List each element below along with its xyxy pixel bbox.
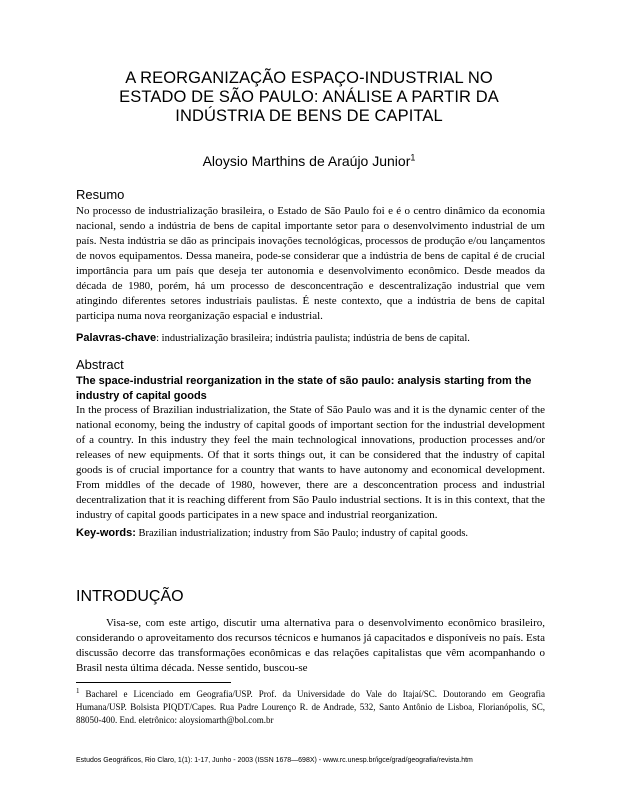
palavras-chave xyxy=(76,331,545,346)
author-footnote-mark: 1 xyxy=(410,152,416,163)
key-words xyxy=(76,526,545,541)
author-line xyxy=(60,153,558,170)
title-line-2: ESTADO DE SÃO PAULO: ANÁLISE A PARTIR DA xyxy=(119,88,499,106)
footnote-text: Bacharel e Licenciado em Geografia/USP. Prof. da Universidade do Vale do Itajaí/SC. Doutorando em Geografia Humana/USP. Bolsista PIQDT/Capes. Rua Padre Lourenço R. de Andrade, 532, Santo Antônio de Lisboa, Florianópolis, SC, 88050-400. End. eletrônico: aloysiomarth@bol.com.br xyxy=(76,689,545,725)
palavras-chave-text: : industrialização brasileira; indústria paulista; indústria de bens de capital. xyxy=(156,333,470,344)
title-line-3: INDÚSTRIA DE BENS DE CAPITAL xyxy=(175,107,443,125)
footnote-divider xyxy=(76,682,231,683)
abstract-title: The space-industrial reorganization in the state of são paulo: analysis starting from the industry of capital goods xyxy=(76,375,532,402)
key-words-label: Key-words: xyxy=(76,527,136,539)
introducao-text: Visa-se, com este artigo, discutir uma alternativa para o desenvolvimento econômico brasileiro, considerando o aproveitamento dos recursos técnicos e humanos já capacitados e disponíveis no país. Esta discussão decorre das transformações econômicas e das relações capitalistas que vêm acompanhando o Brasil nesta última década. Nesse sentido, buscou-se xyxy=(76,617,545,674)
abstract-heading: Abstract xyxy=(76,357,124,372)
footnote xyxy=(76,688,545,727)
footnote-mark: 1 xyxy=(76,687,80,695)
paper-title xyxy=(60,69,558,126)
page-footer: Estudos Geográficos, Rio Claro, 1(1): 1-17, Junho - 2003 (ISSN 1678—698X) - www.rc.unesp.br/igce/grad/geografia/revista.htm xyxy=(76,757,473,764)
abstract-text: In the process of Brazilian industrialization, the State of São Paulo was and it is the dynamic center of the national economy, being the industry of capital goods of important section for the industrial development of a country. In this industry they feel the main technological innovations, production processes and/or releases of new equipments. Of that it sorts things out, it can be considered that the industry of capital goods is of crucial importance for a country that wants to have autonomy and economical development. From middles of the decade of 1980, however, there are a desconcentration process and industrial decentralization that it is reaching different from São Paulo industrial sections. It is in this context, that the industry of capital goods participates in a new space and industrial reorganization. xyxy=(76,404,545,521)
palavras-chave-label: Palavras-chave xyxy=(76,332,157,344)
resumo-text: No processo de industrialização brasileira, o Estado de São Paulo foi e é o centro dinâmico da economia nacional, sendo a indústria de bens de capital importante setor para o desenvolvimento industrial de um país. Nesta indústria se dão as principais inovações tecnológicas, processos de produção e/ou lançamentos de novos equipamentos. Dessa maneira, pode-se considerar que a indústria de bens de capital é de crucial importância para um país que deseja ter autonomia e desenvolvimento econômico. Desde meados da década de 1980, porém, há um processo de desconcentração e descentralização industrial que vem atingindo diferentes setores industriais paulistas. É neste contexto, que a indústria de bens de capital participa numa nova reorganização espacial e industrial. xyxy=(76,205,545,322)
title-line-1: A REORGANIZAÇÃO ESPAÇO-INDUSTRIAL NO xyxy=(125,69,493,87)
resumo-heading: Resumo xyxy=(76,187,125,202)
author-name: Aloysio Marthins de Araújo Junior xyxy=(202,153,411,169)
key-words-text: Brazilian industrialization; industry from São Paulo; industry of capital goods. xyxy=(135,528,469,539)
introducao-heading: INTRODUÇÃO xyxy=(76,588,184,605)
